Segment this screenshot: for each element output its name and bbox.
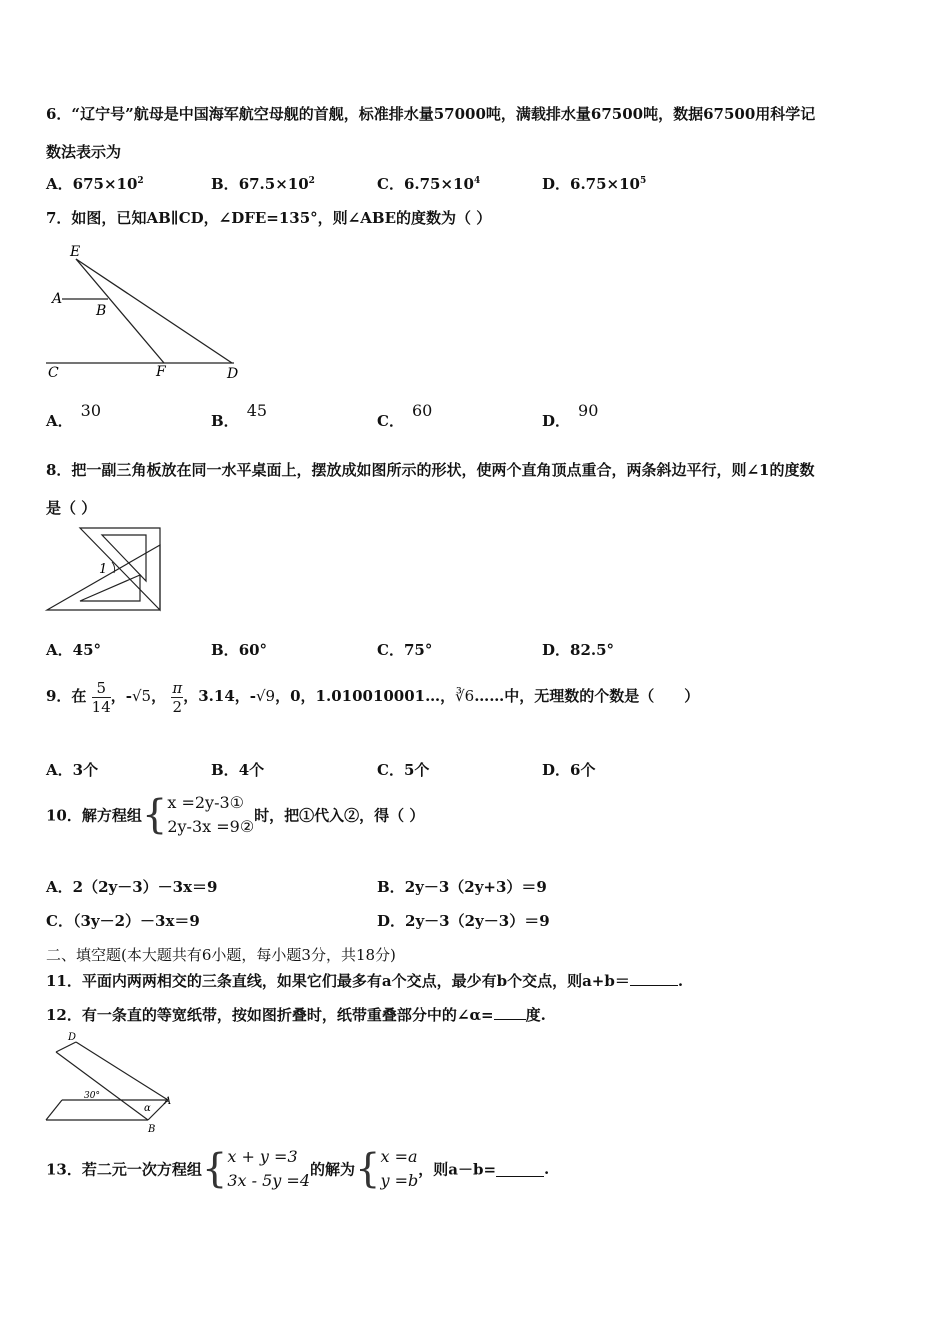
section-heading: 二、填空题(本大题共有6小题，每小题3分，共18分) — [46, 946, 396, 964]
label-a: A — [52, 291, 63, 307]
label-b: B — [148, 1124, 156, 1135]
fraction-pi-2: $\frac{\pi}{2}$ — [172, 678, 183, 716]
solution-brace: { — [355, 1146, 381, 1192]
label-b: B — [96, 303, 107, 319]
q9-stem: 9．在 $\frac{5}{14}$ ，-√5， $\frac{\pi}{2}$ ，3.14，-√9，0，1.010010001…，∛6……中，无理数的个数是（ ） — [46, 678, 700, 716]
label-d: D — [68, 1032, 77, 1043]
q8-figure — [44, 525, 162, 615]
system-brace-left: { — [201, 1146, 228, 1192]
label-a: A — [164, 1096, 172, 1107]
q10-stem: 10．解方程组{ x =2y-3① 2y-3x =9② 时，把①代入②，得（ ） — [46, 792, 425, 838]
q13-answer-blank — [496, 1162, 544, 1177]
label-c: C — [48, 365, 59, 381]
sqrt-9: √9 — [255, 687, 276, 705]
q9-option-b: B．4个 — [211, 761, 265, 779]
q7-option-b: B．45 — [211, 401, 268, 430]
label-alpha: α — [144, 1103, 151, 1114]
label-d: D — [227, 366, 239, 382]
sqrt-5: √5 — [132, 687, 152, 705]
cbrt-6: ∛6 — [455, 687, 475, 705]
q8-stem-line2: 是（ ） — [46, 499, 97, 517]
system-brace: { — [141, 792, 168, 838]
q10-option-c: C．（3y－2）－3x＝9 — [46, 912, 200, 930]
q8-stem-line1: 8．把一副三角板放在同一水平桌面上，摆放成如图所示的形状，使两个直角顶点重合，两条斜边平行，则∠1的度数 — [46, 461, 815, 479]
q6-stem-line1: 6．“辽宁号”航母是中国海军航空母舰的首舰，标准排水量57000吨，满载排水量67500吨，数据67500用科学记 — [46, 105, 816, 123]
q8-option-a: A．45° — [46, 641, 102, 659]
q11-answer-blank — [630, 971, 678, 986]
q7-option-a: A．30 — [46, 401, 101, 430]
label-30-degrees: 30° — [84, 1091, 100, 1101]
q9-option-a: A．3个 — [46, 761, 99, 779]
angle-1-label: 1 — [99, 562, 108, 577]
label-e: E — [70, 244, 81, 260]
q9-option-d: D．6个 — [542, 761, 596, 779]
solution-system: x =a y =b — [380, 1147, 419, 1190]
label-f: F — [156, 364, 166, 380]
q7-figure — [40, 240, 250, 385]
equation-system: x =2y-3① 2y-3x =9② — [167, 793, 255, 836]
q8-option-c: C．75° — [377, 641, 433, 659]
q7-stem: 7．如图，已知AB∥CD，∠DFE=135°，则∠ABE的度数为（ ） — [46, 209, 492, 227]
q7-option-d: D．90 — [542, 401, 599, 430]
equation-system: x + y =3 3x - 5y =4 — [227, 1147, 310, 1190]
fraction-5-14: $\frac{5}{14}$ — [91, 678, 111, 716]
q7-option-c: C．60 — [377, 401, 433, 430]
q12-answer-blank — [494, 1005, 526, 1020]
q9-option-c: C．5个 — [377, 761, 430, 779]
q11-stem: 11．平面内两两相交的三条直线，如果它们最多有a个交点，最少有b个交点，则a+b＝ . — [46, 972, 684, 990]
q6-option-c: C．$6.75\times 10^4$ — [377, 175, 481, 193]
q8-option-d: D．82.5° — [542, 641, 615, 659]
q13-stem: 13．若二元一次方程组{ x + y =3 3x - 5y =4 的解为{ x =a y =b ，则a－b= . — [46, 1146, 550, 1192]
q10-option-b: B．2y－3（2y+3）＝9 — [377, 878, 547, 896]
q8-option-b: B．60° — [211, 641, 268, 659]
q12-stem: 12．有一条直的等宽纸带，按如图折叠时，纸带重叠部分中的∠α= 度. — [46, 1006, 546, 1024]
q10-option-a: A．2（2y－3）－3x＝9 — [46, 878, 218, 896]
q12-figure — [42, 1030, 182, 1136]
q10-option-d: D．2y－3（2y－3）＝9 — [377, 912, 550, 930]
q6-stem-line2: 数法表示为 — [46, 143, 122, 161]
q6-option-d: D．$6.75\times 10^5$ — [542, 175, 647, 193]
q6-option-b: B．$67.5\times 10^2$ — [211, 175, 315, 193]
q6-option-a: A．$675\times 10^2$ — [46, 175, 144, 193]
